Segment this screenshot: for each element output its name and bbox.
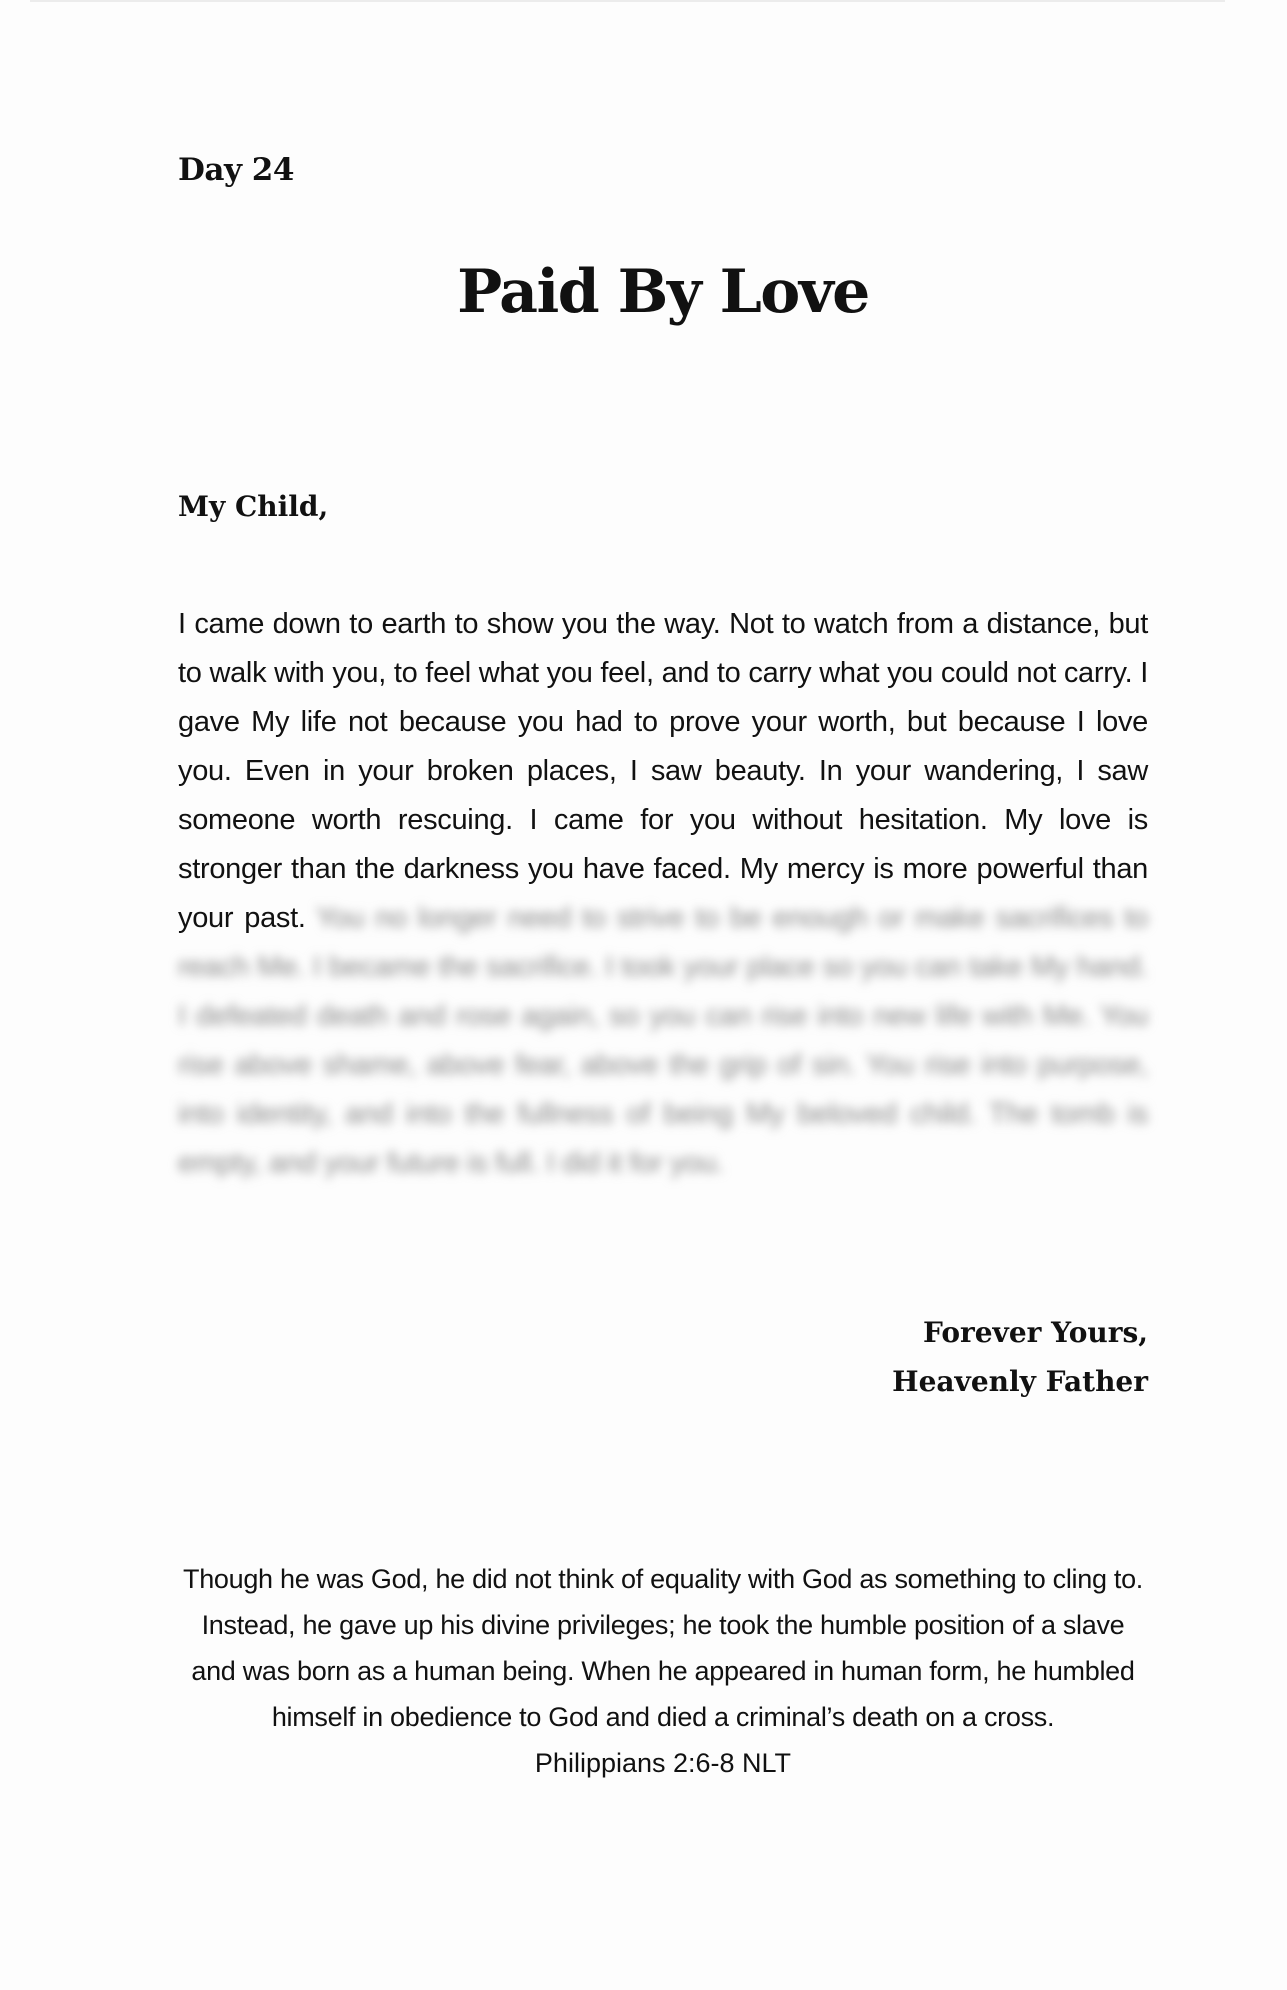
salutation: My Child,: [178, 490, 329, 523]
scripture-reference: Philippians 2:6-8 NLT: [534, 1748, 792, 1778]
letter-visible-text: I came down to earth to show you the way. Not to watch from a distance, but to walk with you, to feel what you feel, and to carry what you could not carry. I gave My life not because you had to prove your worth, but because I love you. Even in your broken places, I saw beauty. In your wandering, I saw someone worth rescuing. I came for you without hesitation. My love is stronger than the darkness you have faced. My mercy is more powerful than your past.: [178, 608, 1148, 934]
scripture-verse: Though he was God, he did not think of equality with God as something to cling to. Instead, he gave up his divine privileges; he took the humble position of a slave and was born as a human being. When he appeared in human form, he humbled himself in obedience to God and died a criminal’s death on a cross.: [183, 1564, 1143, 1732]
signoff: [892, 1308, 1148, 1406]
day-label: Day 24: [178, 152, 294, 188]
letter-blurred-text: You no longer need to strive to be enough or make sacrifices to reach Me. I became the sacrifice. I took your place so you can take My hand. I defeated death and rose again, so you can rise into new life with Me. You rise above shame, above fear, above the grip of sin. You rise into purpose, into identity, and into the fullness of being My beloved child. The tomb is empty, and your future is full. I did it for you.: [178, 902, 1148, 1179]
page-title: Paid By Love: [457, 257, 869, 327]
signoff-closing: Forever Yours,: [922, 1316, 1148, 1349]
letter-body: [178, 600, 1148, 1188]
signoff-signature: Heavenly Father: [892, 1365, 1148, 1398]
top-divider: [30, 0, 1225, 2]
